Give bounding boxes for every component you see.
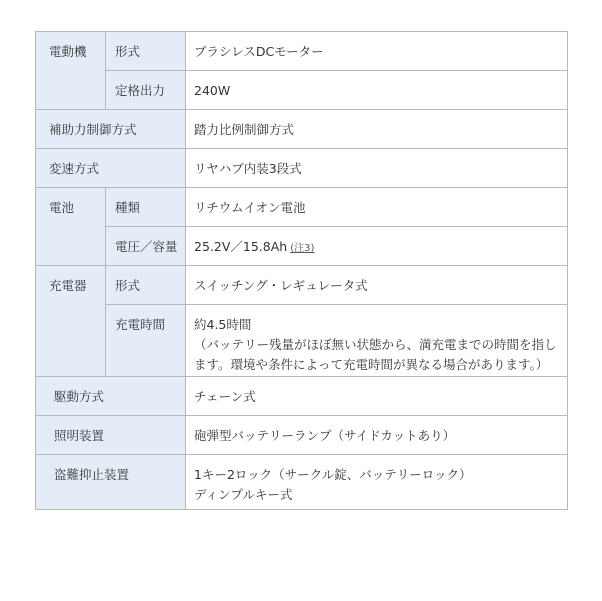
motor-power-value: 240W: [186, 71, 568, 110]
motor-label: 電動機: [36, 32, 106, 110]
charger-time-value: 約4.5時間: [194, 317, 252, 332]
charger-label: 充電器: [36, 266, 106, 377]
charger-time-cell: [186, 305, 568, 377]
gear-label: 変速方式: [36, 149, 186, 188]
battery-kind-value: リチウムイオン電池: [186, 188, 568, 227]
battery-capacity-cell: [186, 227, 568, 266]
charger-type-label: 形式: [106, 266, 186, 305]
table-row: [36, 416, 568, 455]
motor-type-value: ブラシレスDCモーター: [186, 32, 568, 71]
table-row: [36, 377, 568, 416]
battery-label: 電池: [36, 188, 106, 266]
lock-value-line1: 1キー2ロック（サークル錠、バッテリーロック）: [194, 467, 472, 482]
assist-value: 踏力比例制御方式: [186, 110, 568, 149]
table-row: [36, 227, 568, 266]
charger-type-value: スイッチング・レギュレータ式: [186, 266, 568, 305]
motor-power-label: 定格出力: [106, 71, 186, 110]
drive-value: チェーン式: [186, 377, 568, 416]
lock-value-line2: ディンプルキー式: [194, 487, 293, 502]
battery-capacity-value: 25.2V／15.8Ah: [194, 239, 288, 254]
table-row: [36, 71, 568, 110]
capacity-note-link[interactable]: (注3): [290, 243, 315, 254]
table-row: [36, 188, 568, 227]
table-row: [36, 32, 568, 71]
motor-type-label: 形式: [106, 32, 186, 71]
battery-capacity-label: 電圧／容量: [106, 227, 186, 266]
table-row: [36, 149, 568, 188]
drive-label: 駆動方式: [36, 377, 186, 416]
table-row: [36, 305, 568, 377]
table-row: [36, 110, 568, 149]
table-row: [36, 266, 568, 305]
spec-table: [35, 31, 568, 510]
charger-time-note-line1: （バッテリー残量がほぼ無い状態から、満充電までの時間を指し: [194, 337, 557, 352]
lock-value-cell: [186, 455, 568, 510]
charger-time-note-line2: ます。環境や条件によって充電時間が異なる場合があります。）: [194, 357, 549, 372]
gear-value: リヤハブ内装3段式: [186, 149, 568, 188]
battery-kind-label: 種類: [106, 188, 186, 227]
lock-label: 盗難抑止装置: [36, 455, 186, 510]
charger-time-label: 充電時間: [106, 305, 186, 377]
light-value: 砲弾型バッテリーランプ（サイドカットあり）: [186, 416, 568, 455]
light-label: 照明装置: [36, 416, 186, 455]
assist-label: 補助力制御方式: [36, 110, 186, 149]
table-row: [36, 455, 568, 510]
